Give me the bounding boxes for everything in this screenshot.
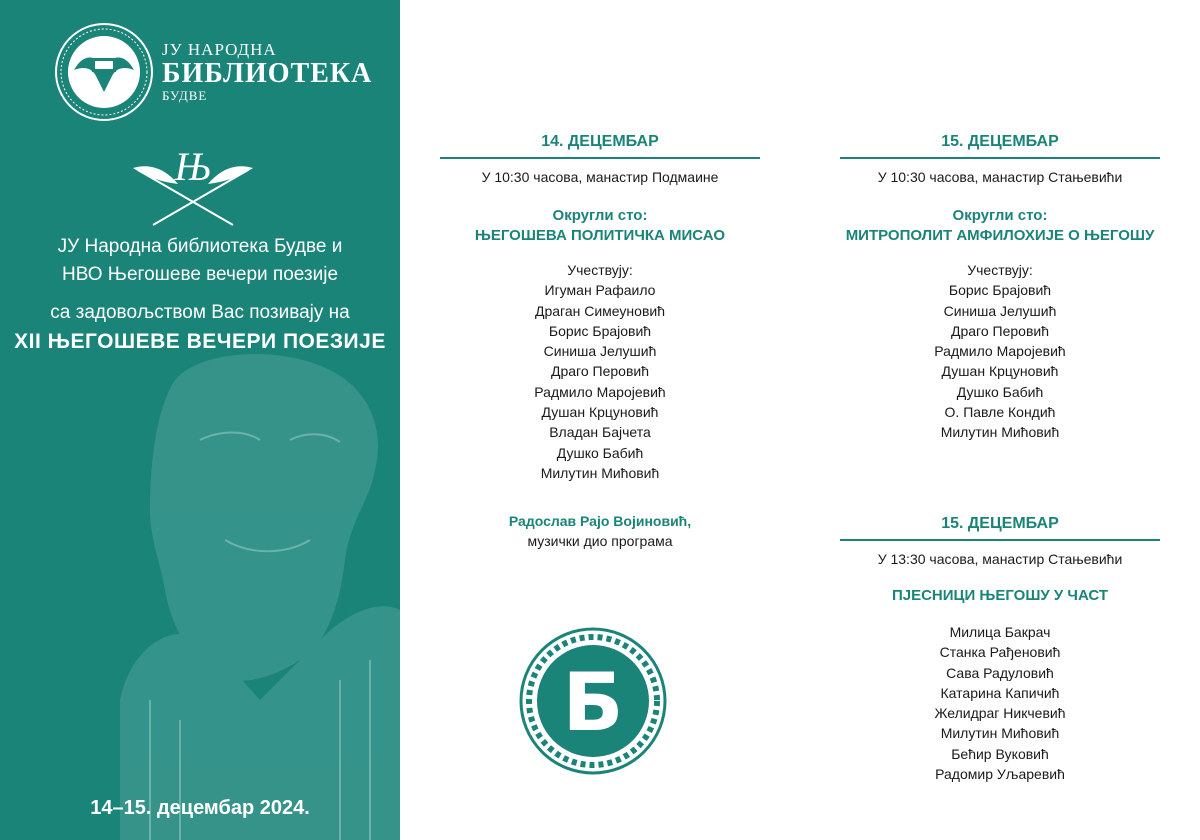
participant: Радомир Уљаревић — [935, 766, 1065, 783]
participant: Душко Бабић — [556, 444, 644, 461]
participant: Станка Рађеновић — [939, 644, 1061, 661]
njegos-portrait-illustration — [0, 0, 400, 840]
library-badge-icon — [518, 626, 668, 776]
event-dates: 14–15. децембар 2024. — [90, 797, 310, 819]
njegos-monogram: Њ — [174, 144, 212, 189]
participant: Радмило Маројевић — [934, 343, 1066, 360]
library-name-line2: БИБЛИОТЕКА — [162, 58, 373, 89]
intro-line2: НВО Његошеве вечери поезије — [61, 264, 339, 285]
library-name — [162, 40, 372, 104]
participant: Бећир Вуковић — [951, 745, 1049, 762]
event-2-participants-label: Учествују: — [967, 262, 1033, 278]
participant: Синиша Јелушић — [543, 343, 657, 360]
participant: Милица Бакрач — [949, 624, 1051, 640]
participant: О. Павле Кондић — [944, 404, 1056, 421]
participant: Синиша Јелушић — [943, 302, 1057, 319]
participant: Драго Перовић — [951, 322, 1049, 339]
participant: Сава Радуловић — [946, 664, 1054, 681]
event-2-date: 15. ДЕЦЕМБАР — [840, 133, 1160, 159]
participant: Душан Крцуновић — [941, 363, 1059, 380]
event-2-participants — [840, 280, 1160, 442]
participant: Игуман Рафаило — [544, 282, 656, 299]
event-3 — [840, 515, 1160, 784]
participant: Душан Крцуновић — [541, 404, 659, 421]
event-3-time: У 13:30 часова, манастир Стањевићи — [877, 551, 1123, 567]
event-1-topic: ЊЕГОШЕВА ПОЛИТИЧКА МИСАО — [474, 227, 726, 244]
event-3-date: 15. ДЕЦЕМБАР — [840, 515, 1160, 541]
event-1-date: 14. ДЕЦЕМБАР — [440, 133, 760, 159]
badge-letter: Б — [562, 656, 624, 749]
library-name-line3: БУДВЕ — [162, 88, 208, 103]
library-logo-emblem — [54, 22, 154, 122]
event-2-type: Округли сто: — [952, 207, 1048, 224]
event-2 — [840, 133, 1160, 443]
participant: Желидраг Никчевић — [934, 705, 1066, 722]
library-name-line1: ЈУ НАРОДНА — [162, 40, 277, 59]
event-1-type: Округли сто: — [552, 207, 648, 224]
event-3-participants — [840, 622, 1160, 784]
event-title: XII ЊЕГОШЕВЕ ВЕЧЕРИ ПОЕЗИЈЕ — [14, 330, 386, 353]
intro-line1: ЈУ Народна библиотека Будве и — [57, 236, 343, 257]
participant: Милутин Мићовић — [940, 725, 1060, 742]
participant: Милутин Мићовић — [940, 424, 1060, 441]
event-3-topic: ПЈЕСНИЦИ ЊЕГОШУ У ЧАСТ — [891, 587, 1109, 604]
music-label: музички дио програма — [527, 533, 673, 550]
left-panel — [0, 0, 400, 840]
participant: Борис Брајовић — [948, 282, 1052, 299]
event-1 — [440, 133, 760, 552]
event-1-participants-label: Учествују: — [567, 262, 633, 278]
event-1-participants — [440, 280, 760, 483]
event-2-topic: МИТРОПОЛИТ АМФИЛОХИЈЕ О ЊЕГОШУ — [845, 227, 1155, 244]
participant: Владан Бајчета — [549, 424, 651, 441]
participant: Радмило Маројевић — [534, 383, 666, 400]
music-performer: Радослав Рајо Војиновић, — [508, 513, 692, 530]
participant: Драго Перовић — [551, 363, 649, 380]
event-2-time: У 10:30 часова, манастир Стањевићи — [877, 169, 1123, 185]
participant: Душко Бабић — [956, 383, 1044, 400]
participant: Милутин Мићовић — [540, 464, 660, 481]
participant: Драган Симеуновић — [534, 302, 665, 319]
intro-line3: са задовољством Вас позивају на — [50, 302, 350, 323]
participant: Борис Брајовић — [548, 322, 652, 339]
event-1-time: У 10:30 часова, манастир Подмаине — [481, 169, 719, 185]
quills-monogram-icon — [128, 140, 258, 230]
participant: Катарина Капичић — [940, 684, 1060, 701]
